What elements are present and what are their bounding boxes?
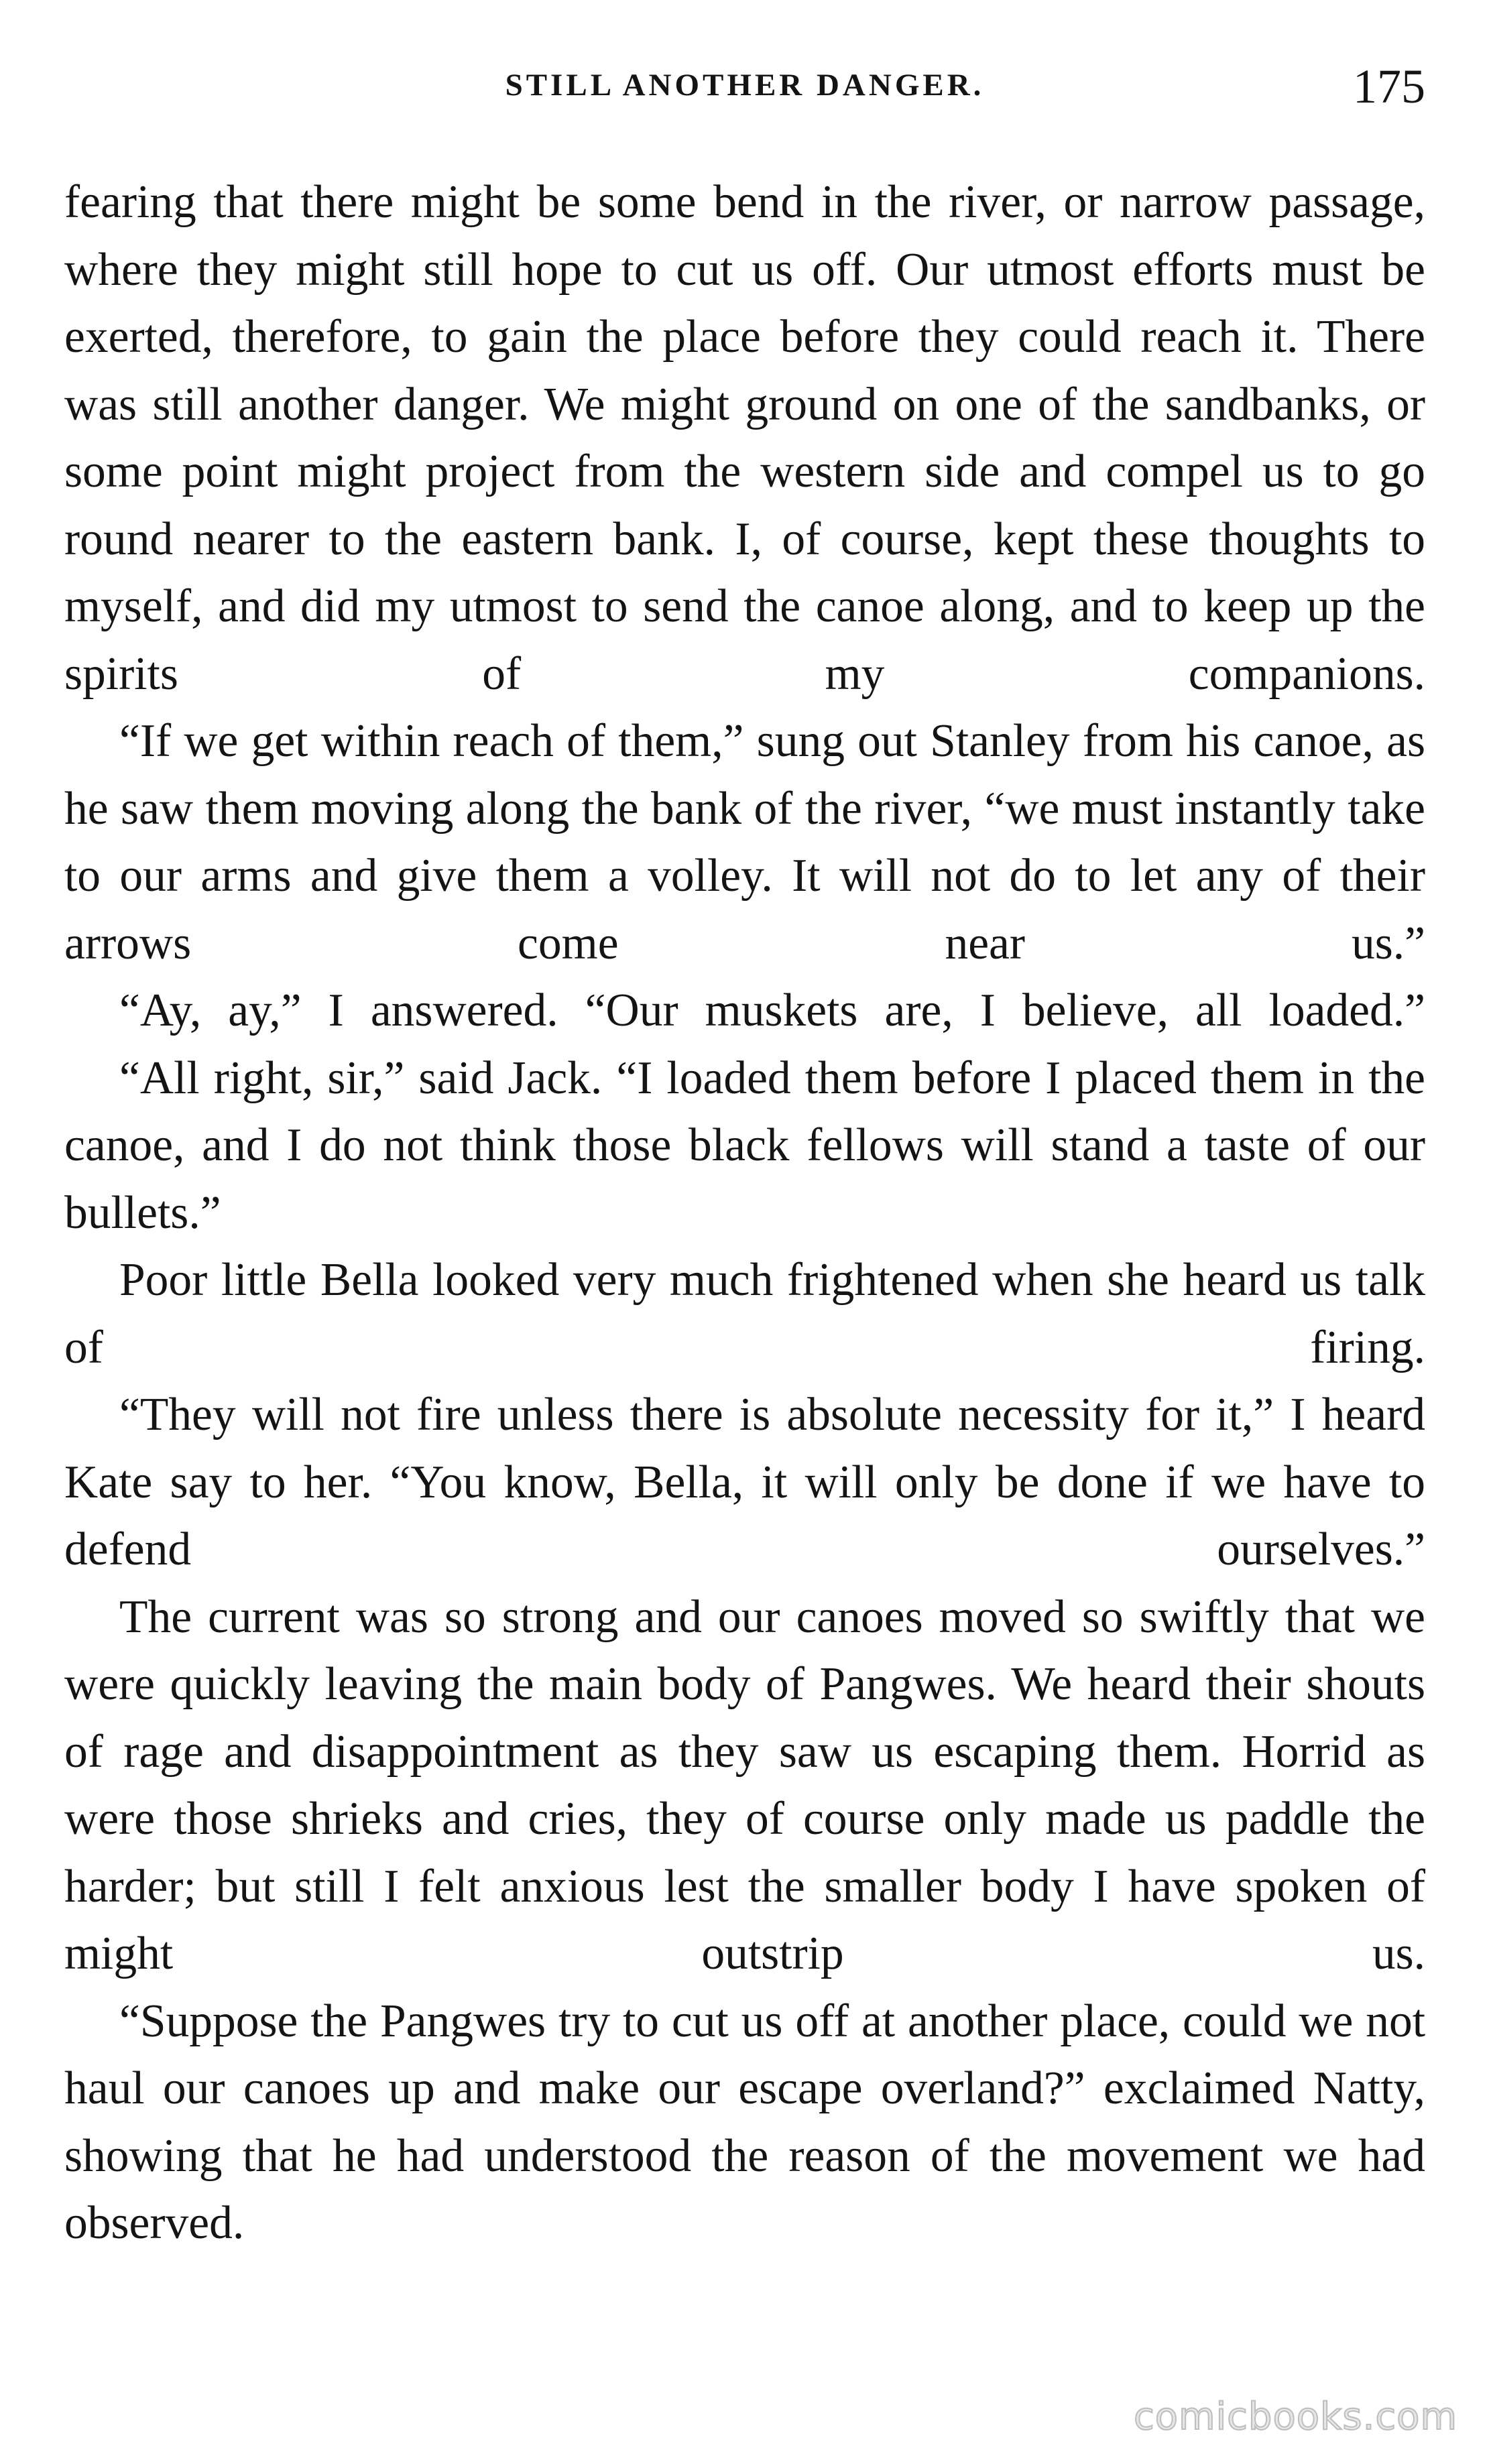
paragraph-kate-dialogue: “They will not fire unless there is absolute necessity for it,” I heard Kate say to her. “You know, Bella, it will only be done if we have to defend ourselves.” xyxy=(64,1389,1425,1575)
paragraph-stanley-dialogue: “If we get within reach of them,” sung out Stanley from his canoe, as he saw them moving along the bank of the river, “we must instantly take to our arms and give them a volley. It will not do to let any of their arrows come near us.” xyxy=(64,715,1425,969)
paragraph-bella-frightened: Poor little Bella looked very much frightened when she heard us talk of firing. xyxy=(64,1254,1425,1373)
paragraph-continuation: fearing that there might be some bend in the river, or narrow passage, where they might still hope to cut us off. Our utmost efforts must be exerted, therefore, to gain the place before they could reach it. There was still another danger. We might ground on one of the sandbanks, or some point might project from the western side and compel us to go round nearer to the eastern bank. I, of course, kept these thoughts to myself, and did my utmost to send the canoe along, and to keep up the spirits of my companions. xyxy=(64,176,1425,700)
paragraph-jack-dialogue: “All right, sir,” said Jack. “I loaded them before I placed them in the canoe, and I do not think those black fellows will stand a taste of our bullets.” xyxy=(64,1052,1425,1239)
chapter-running-title: STILL ANOTHER DANGER. xyxy=(505,68,985,103)
paragraph-answer-dialogue: “Ay, ay,” I answered. “Our muskets are, I believe, all loaded.” xyxy=(119,985,1425,1036)
paragraph-current-narration: The current was so strong and our canoes moved so swiftly that we were quickly leaving the main body of Pangwes. We heard their shouts of rage and disappointment as they saw us escaping them. Horrid as were those shrieks and cries, they of course only made us paddle the harder; but still I felt anxious lest the smaller body I have spoken of might outstrip us. xyxy=(64,1591,1425,1979)
paragraph-natty-dialogue: “Suppose the Pangwes try to cut us off at another place, could we not haul our canoes up and make our escape overland?” exclaimed Natty, showing that he had understood the reason of the movement we had observed. xyxy=(64,1995,1425,2249)
watermark: comicbooks.com xyxy=(1133,2395,1457,2439)
page-number: 175 xyxy=(1353,60,1425,113)
running-header xyxy=(64,59,1425,119)
body-text xyxy=(64,169,1425,2258)
